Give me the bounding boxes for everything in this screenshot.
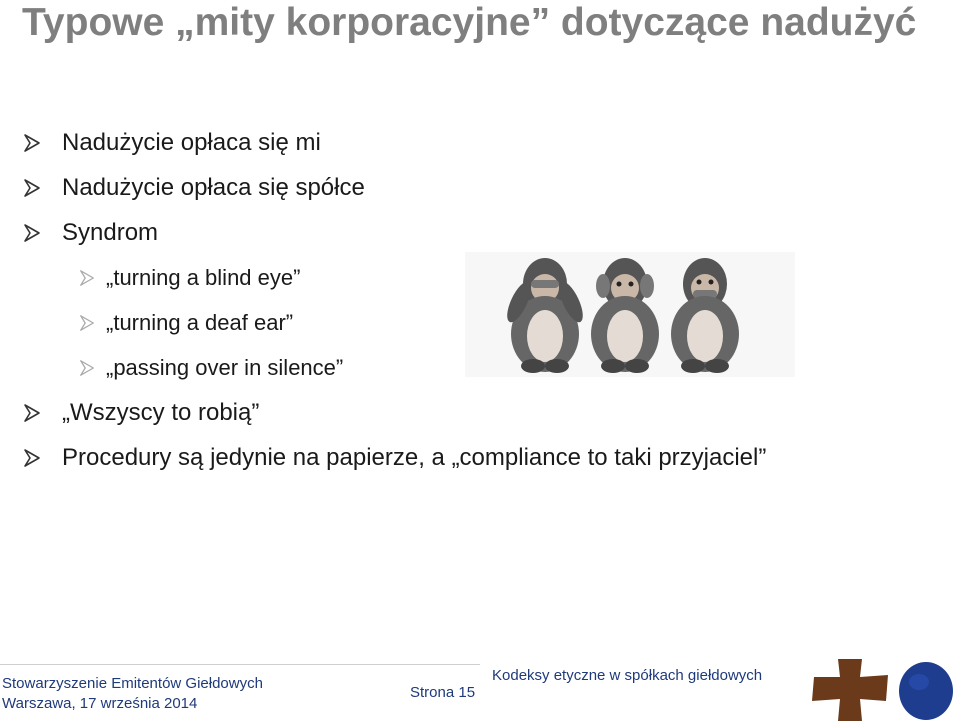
- bullet-text: Procedury są jedynie na papierze, a „compliance to taki przyjaciel”: [62, 444, 767, 471]
- footer-divider: [0, 664, 480, 665]
- chevron-arrow-icon: [22, 133, 42, 153]
- chevron-arrow-icon: [22, 448, 42, 468]
- chevron-arrow-icon: [22, 223, 42, 243]
- chevron-arrow-icon: [22, 178, 42, 198]
- footer-date: Warszawa, 17 września 2014: [2, 695, 198, 712]
- cross-logo-icon: [810, 657, 890, 723]
- bullet-text: Syndrom: [62, 219, 159, 246]
- page-number: Strona 15: [410, 684, 476, 701]
- bullet-item: [22, 213, 158, 253]
- circle-logo-icon: [897, 660, 955, 722]
- chevron-arrow-icon: [78, 269, 96, 287]
- bullet-item: [22, 168, 365, 208]
- three-wise-monkeys-icon: [465, 252, 795, 377]
- sub-bullet-item: [78, 348, 343, 388]
- sub-bullet-item: [78, 258, 300, 298]
- monkey-hear-no-evil: [591, 258, 659, 373]
- bullet-item: [22, 438, 766, 478]
- monkey-see-no-evil: [502, 258, 587, 373]
- chevron-arrow-icon: [78, 314, 96, 332]
- footer-subject: Kodeksy etyczne w spółkach giełdowych: [492, 667, 763, 684]
- slide-title: Typowe „mity korporacyjne” dotyczące nadużyć: [22, 1, 917, 44]
- bullet-text: „Wszyscy to robią”: [62, 399, 260, 426]
- monkey-speak-no-evil: [671, 258, 739, 373]
- bullet-item: [22, 393, 259, 433]
- sub-bullet-text: „passing over in silence”: [106, 355, 344, 380]
- bullet-text: Nadużycie opłaca się spółce: [62, 174, 365, 201]
- sub-bullet-text: „turning a deaf ear”: [106, 310, 294, 335]
- sub-bullet-item: [78, 303, 293, 343]
- chevron-arrow-icon: [22, 403, 42, 423]
- footer-organization: Stowarzyszenie Emitentów Giełdowych: [2, 675, 263, 692]
- bullet-text: Nadużycie opłaca się mi: [62, 129, 321, 156]
- bullet-item: [22, 123, 321, 163]
- sub-bullet-text: „turning a blind eye”: [106, 265, 301, 290]
- chevron-arrow-icon: [78, 359, 96, 377]
